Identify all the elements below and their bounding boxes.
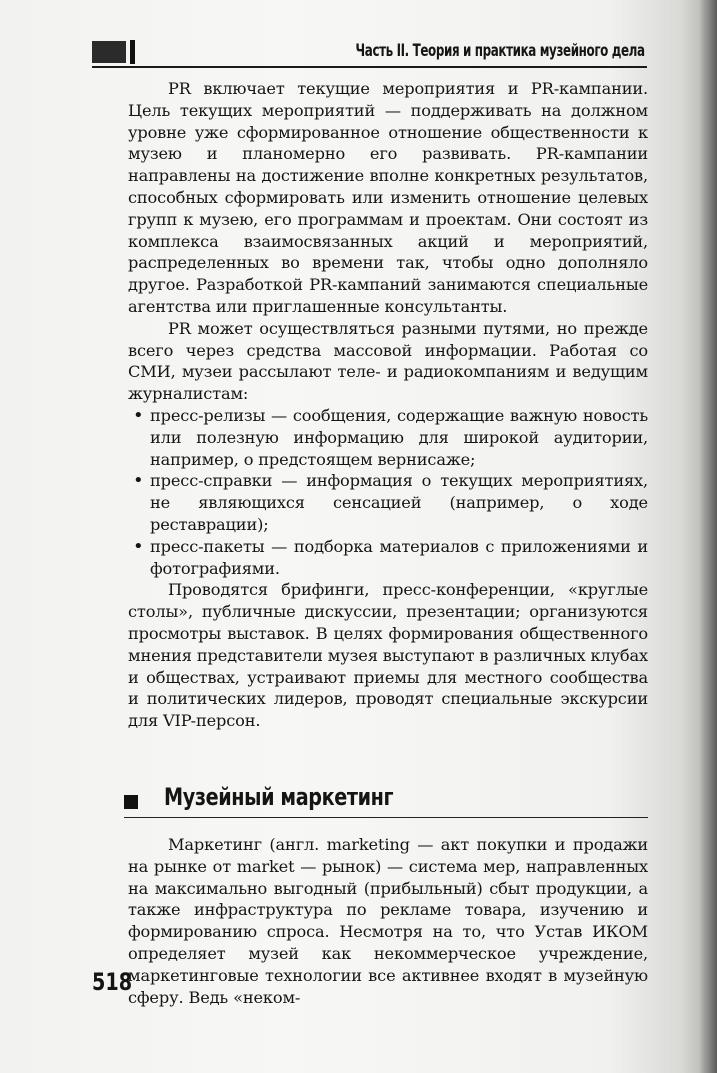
paragraph-pr-intro: PR включает текущие мероприятия и PR-кампании. Цель текущих мероприятий — поддерживать на должном уровне уже сформированное отношение общественности к музею и планомерно его развивать. PR-кампании направлены на достижение вполне конкретных результатов, способных сформировать или изменить отношение целевых групп к музею, его программам и проектам. Они состоят из комплекса взаимосвязанных акций и мероприятий, распределенных во времени так, чтобы одно дополняло другое. Разработкой PR-кампаний занимаются специальные агентства или приглашенные консультанты. <box>128 79 648 316</box>
body-text-marketing <box>128 834 648 1008</box>
header-marker-block <box>92 41 126 63</box>
section-heading <box>124 783 648 818</box>
page-spine-shadow <box>699 0 717 1073</box>
paragraph-marketing: Маркетинг (англ. marketing — акт покупки и продажи на рынке от market — рынок) — система мер, направленных на максимально выгодный (прибыльный) сбыт продукции, а также инфраструктура по рекламе товара, изучению и формированию спроса. Несмотря на то, что Устав ИКОМ определяет музей как некоммерческое учреждение, маркетинговые технологии все активнее входят в музейную сферу. Ведь «неком- <box>128 835 648 1007</box>
list-item: • пресс-пакеты — подборка материалов с приложениями и фотографиями. <box>150 536 648 580</box>
press-materials-list <box>128 405 648 579</box>
body-text-top <box>128 78 648 732</box>
paragraph-events: Проводятся брифинги, пресс-конференции, «круглые столы», публичные дискуссии, презентации; организуются просмотры выставок. В целях формирования общественного мнения представители музея выступают в различных клубах и обществах, устраивают приемы для местного сообщества и политических лидеров, проводят специальные экскурсии для VIP-персон. <box>128 580 649 731</box>
header-marker-bar <box>130 40 135 64</box>
section-marker-square <box>124 795 138 809</box>
list-item: • пресс-справки — информация о текущих мероприятиях, не являющихся сенсацией (например, о ходе реставрации); <box>150 470 648 535</box>
running-head: Часть II. Теория и практика музейного дела <box>355 41 645 61</box>
page-header <box>92 38 647 68</box>
paragraph-pr-media: PR может осуществляться разными путями, но прежде всего через средства массовой информации. Работая со СМИ, музеи рассылают теле- и радиокомпаниям и ведущим журналистам: <box>128 318 648 404</box>
section-title: Музейный маркетинг <box>164 783 394 811</box>
page-number: 518 <box>92 968 133 996</box>
list-item: • пресс-релизы — сообщения, содержащие важную новость или полезную информацию для широкой аудитории, например, о предстоящем вернисаже; <box>150 405 648 470</box>
